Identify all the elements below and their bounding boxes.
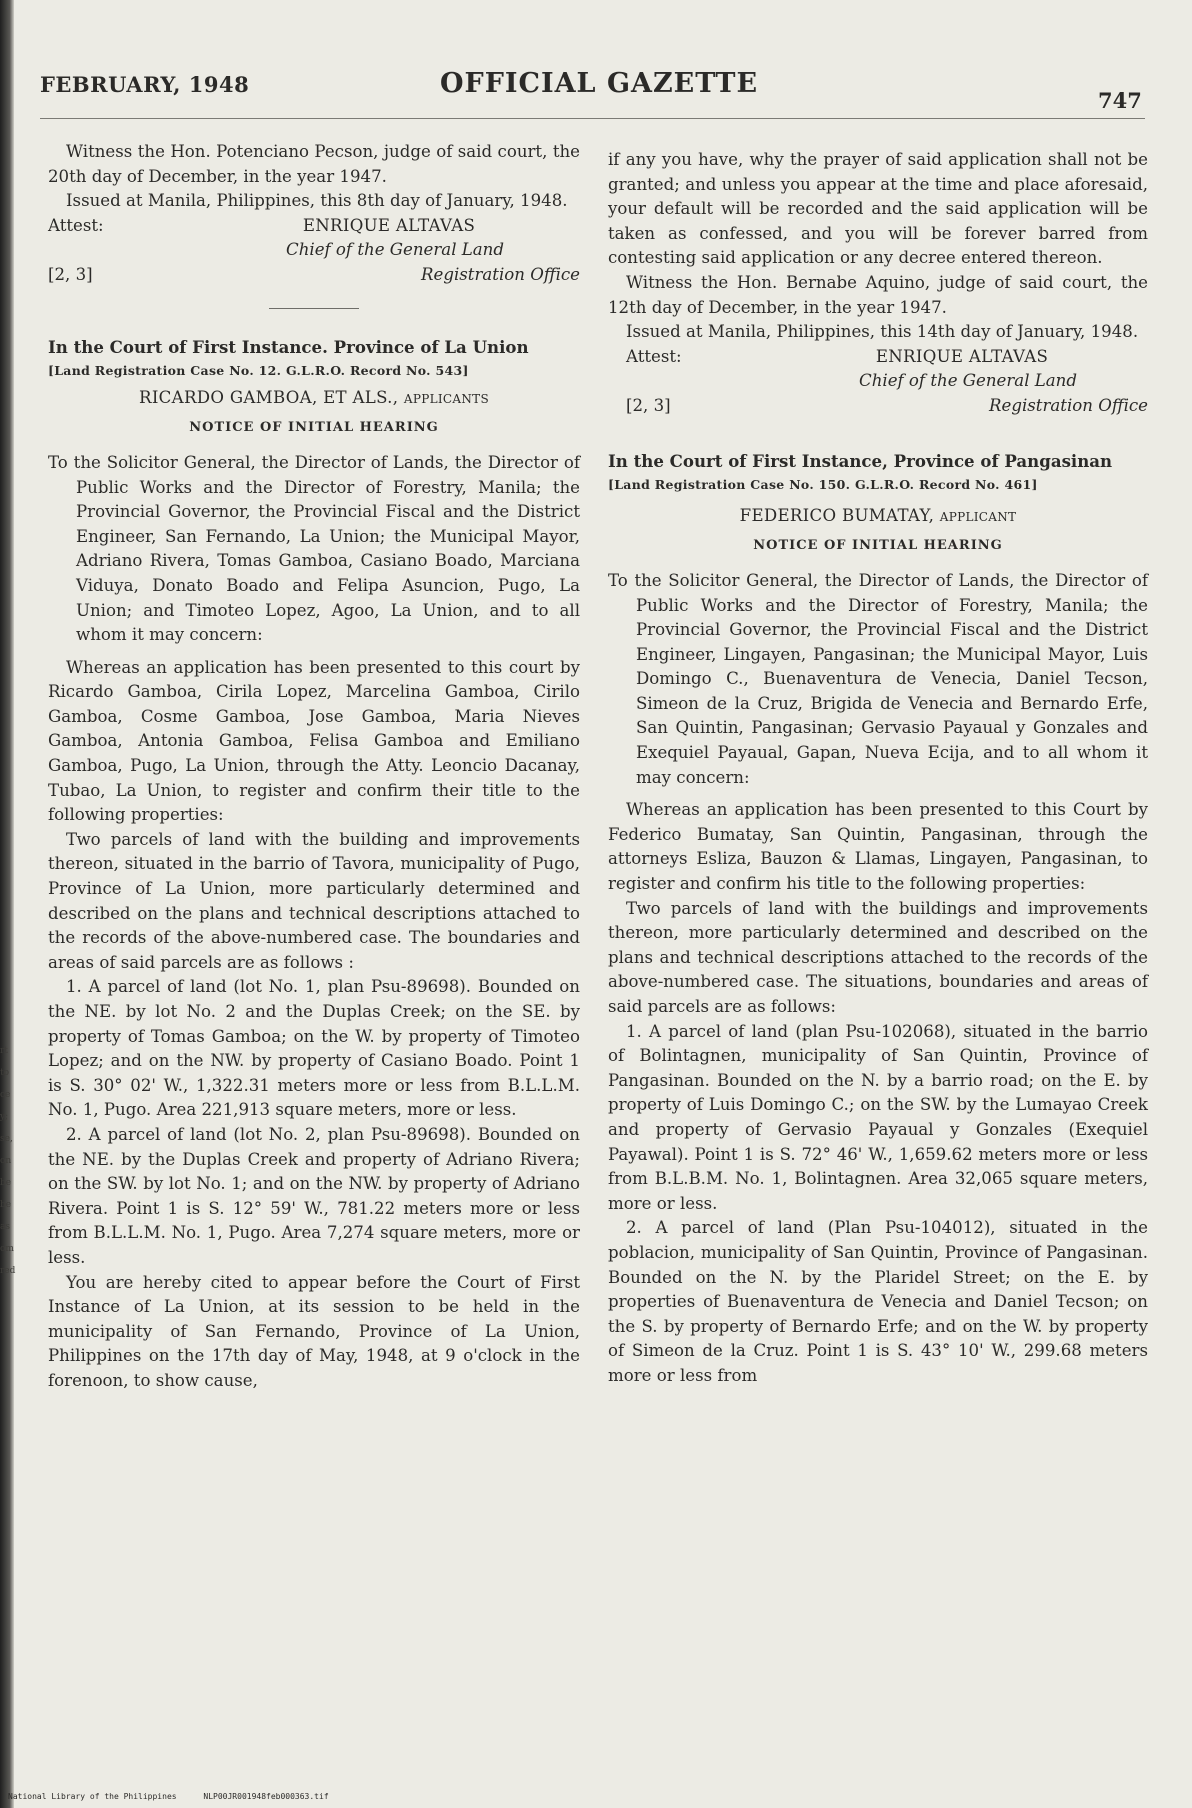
left-address: To the Solicitor General, the Director of Lands, the Director of Public Works and the Director of Forestry, Manila; the Provincial Governor, the Provincial Fiscal and the District Engineer, San Fernando, La Union; the Municipal Mayor, Adriano Rivera, Tomas Gamboa, Casiano Boado, Marciana Viduya, Donato Boado and Felipa Asuncion, Pugo, La Union; and Timoteo Lopez, Agoo, La Union, and to all whom it may concern:	[48, 452, 580, 645]
header-date: FEBRUARY, 1948	[40, 72, 250, 97]
margin-fragments	[0, 1040, 14, 1282]
left-case-line: [Land Registration Case No. 12. G.L.R.O. Record No. 543]	[48, 363, 469, 379]
left-attest-title-2: Registration Office	[421, 264, 580, 284]
margin-fragment: y;	[0, 1112, 9, 1122]
footer-file: NLP00JR001948feb000363.tif	[203, 1792, 329, 1801]
book-binding-shadow	[0, 0, 14, 1808]
right-attest-label: Attest:	[626, 346, 682, 366]
left-applicants: RICARDO GAMBOA, ET ALS., applicants	[139, 387, 489, 407]
right-issued: Issued at Manila, Philippines, this 14th day of January, 1948.	[626, 322, 1139, 342]
right-attest-title-1: Chief of the General Land	[859, 371, 1077, 391]
right-case-line: [Land Registration Case No. 150. G.L.R.O. Record No. 461]	[608, 477, 1038, 493]
left-attest-name: ENRIQUE ALTAVAS	[302, 215, 476, 235]
margin-fragment: be	[0, 1178, 12, 1188]
margin-fragment: red	[0, 1266, 16, 1276]
right-whereas: Whereas an application has been presented to this Court by Federico Bumatay, San Quintin, Pangasinan, through the attorneys Esliza, Bauzon & Llamas, Lingayen, Pangasinan, to register and confirm his title to the following properties:	[608, 800, 1148, 894]
left-notice-title: NOTICE OF INITIAL HEARING	[189, 420, 439, 436]
right-parcel-2: 2. A parcel of land (Plan Psu-104012), situated in the poblacion, municipality of San Quintin, Province of Pangasinan. Bounded on the N. by the Plaridel Street; on the E. by properties of Buenaventura de Venecia and Daniel Tecson; on the S. by property of Bernardo Erfe; and on the W. by property of Simeon de la Cruz. Point 1 is S. 43° 10' W., 299.68 meters more or less from	[608, 1218, 1148, 1385]
right-court-heading: In the Court of First Instance, Province of Pangasinan	[608, 450, 1113, 471]
margin-fragment: se,	[0, 1134, 13, 1144]
margin-fragment: rt	[0, 1046, 8, 1056]
left-column	[48, 140, 580, 1394]
left-witness: Witness the Hon. Potenciano Pecson, judge of said court, the 20th day of December, in the year 1947.	[48, 142, 580, 186]
left-court-heading: In the Court of First Instance. Province of La Union	[48, 336, 529, 357]
right-attest-row-2	[608, 394, 1148, 419]
right-two-parcels: Two parcels of land with the buildings and improvements thereon, more particularly determined and described on the plans and technical descriptions attached to the records of the above-numbered case. The situations, boundaries and areas of said parcels are as follows:	[608, 898, 1148, 1016]
left-issued: Issued at Manila, Philippines, this 8th day of January, 1948.	[66, 191, 568, 211]
scan-footer	[8, 1792, 351, 1801]
margin-fragment: be	[0, 1200, 12, 1210]
left-two-parcels: Two parcels of land with the building and improvements thereon, situated in the barrio of Tavora, municipality of Pugo, Province of La Union, more particularly determined and described on the plans and technical descriptions attached to the records of the above-numbered case. The boundaries and areas of said parcels are as follows :	[48, 829, 580, 972]
header-title: OFFICIAL GAZETTE	[440, 68, 759, 99]
left-parcel-1: 1. A parcel of land (lot No. 1, plan Psu-89698). Bounded on the NE. by lot No. 2 and the Duplas Creek; on the SE. by property of Tomas Gamboa; on the W. by property of Timoteo Lopez; and on the NW. by property of Casiano Boado. Point 1 is S. 30° 02' W., 1,322.31 meters more or less from B.L.L.M. No. 1, Pugo. Area 221,913 square meters, more or less.	[48, 977, 580, 1120]
right-applicant: FEDERICO BUMATAY, applicant	[739, 505, 1017, 525]
left-attest-row-2	[48, 263, 580, 288]
left-attest-block	[48, 214, 580, 263]
left-whereas: Whereas an application has been presented to this court by Ricardo Gamboa, Cirila Lopez, Marcelina Gamboa, Cirilo Gamboa, Cosme Gamboa, Jose Gamboa, Maria Nieves Gamboa, Antonia Gamboa, Felisa Gamboa and Emiliano Gamboa, Pugo, La Union, through the Atty. Leoncio Dacanay, Tubao, La Union, to register and confirm their title to the following properties:	[48, 657, 580, 825]
left-cited: You are hereby cited to appear before the Court of First Instance of La Union, at its session to be held in the municipality of San Fernando, Province of La Union, Philippines on the 17th day of May, 1948, at 9 o'clock in the forenoon, to show cause,	[48, 1272, 580, 1390]
footer-library: National Library of the Philippines	[8, 1792, 177, 1801]
margin-fragment: as	[0, 1222, 10, 1232]
left-parcel-2: 2. A parcel of land (lot No. 2, plan Psu-89698). Bounded on the NE. by the Duplas Creek and property of Adriano Rivera; on the SW. by lot No. 1; and on the NW. by property of Adriano Rivera. Point 1 is S. 12° 59' W., 781.22 meters more or less from B.L.L.M. No. 1, Pugo. Area 7,274 square meters, more or less.	[48, 1124, 580, 1267]
right-witness: Witness the Hon. Bernabe Aquino, judge of said court, the 12th day of December, in the year 1947.	[608, 272, 1148, 317]
left-attest-label: Attest:	[48, 215, 104, 235]
right-attest-title-2: Registration Office	[989, 395, 1148, 415]
left-ref: [2, 3]	[48, 264, 93, 284]
header-page-number: 747	[1098, 88, 1142, 113]
left-divider	[269, 308, 359, 309]
right-continuation: if any you have, why the prayer of said application shall not be granted; and unless you appear at the time and place aforesaid, your default will be recorded and the said application will be taken as confessed, and you will be forever barred from contesting said application or any decree entered thereon.	[608, 150, 1148, 268]
margin-fragment: to	[0, 1068, 10, 1078]
right-column	[608, 148, 1148, 1389]
right-notice-title: NOTICE OF INITIAL HEARING	[753, 538, 1003, 554]
header-rule	[40, 118, 1145, 119]
margin-fragment: on	[0, 1156, 12, 1166]
right-ref: [2, 3]	[626, 395, 671, 415]
right-address: To the Solicitor General, the Director of Lands, the Director of Public Works and the Director of Forestry, Manila; the Provincial Governor, the Provincial Fiscal and the District Engineer, Lingayen, Pangasinan; the Municipal Mayor, Luis Domingo C., Buenaventura de Venecia, Daniel Tecson, Simeon de la Cruz, Brigida de Venecia and Bernardo Erfe, San Quintin, Pangasinan; Gervasio Payaual y Gonzales and Exequiel Payaual, Gapan, Nueva Ecija, and to all whom it may concern:	[608, 570, 1148, 787]
margin-fragment: ce	[0, 1090, 11, 1100]
right-parcel-1: 1. A parcel of land (plan Psu-102068), situated in the barrio of Bolintagnen, municipality of San Quintin, Province of Pangasinan. Bounded on the N. by a barrio road; on the E. by property of Luis Domingo C.; on the SW. by the Lumayao Creek and property of Gervasio Payaual y Gonzales (Exequiel Payawal). Point 1 is S. 72° 46' W., 1,659.62 meters more or less from B.L.B.M. No. 1, Bolintagnen. Area 32,065 square meters, more or less.	[608, 1021, 1148, 1213]
left-attest-title-1: Chief of the General Land	[286, 240, 504, 260]
right-attest-name: ENRIQUE ALTAVAS	[875, 346, 1049, 366]
right-attest-block	[608, 345, 1148, 394]
margin-fragment: om	[0, 1244, 14, 1254]
